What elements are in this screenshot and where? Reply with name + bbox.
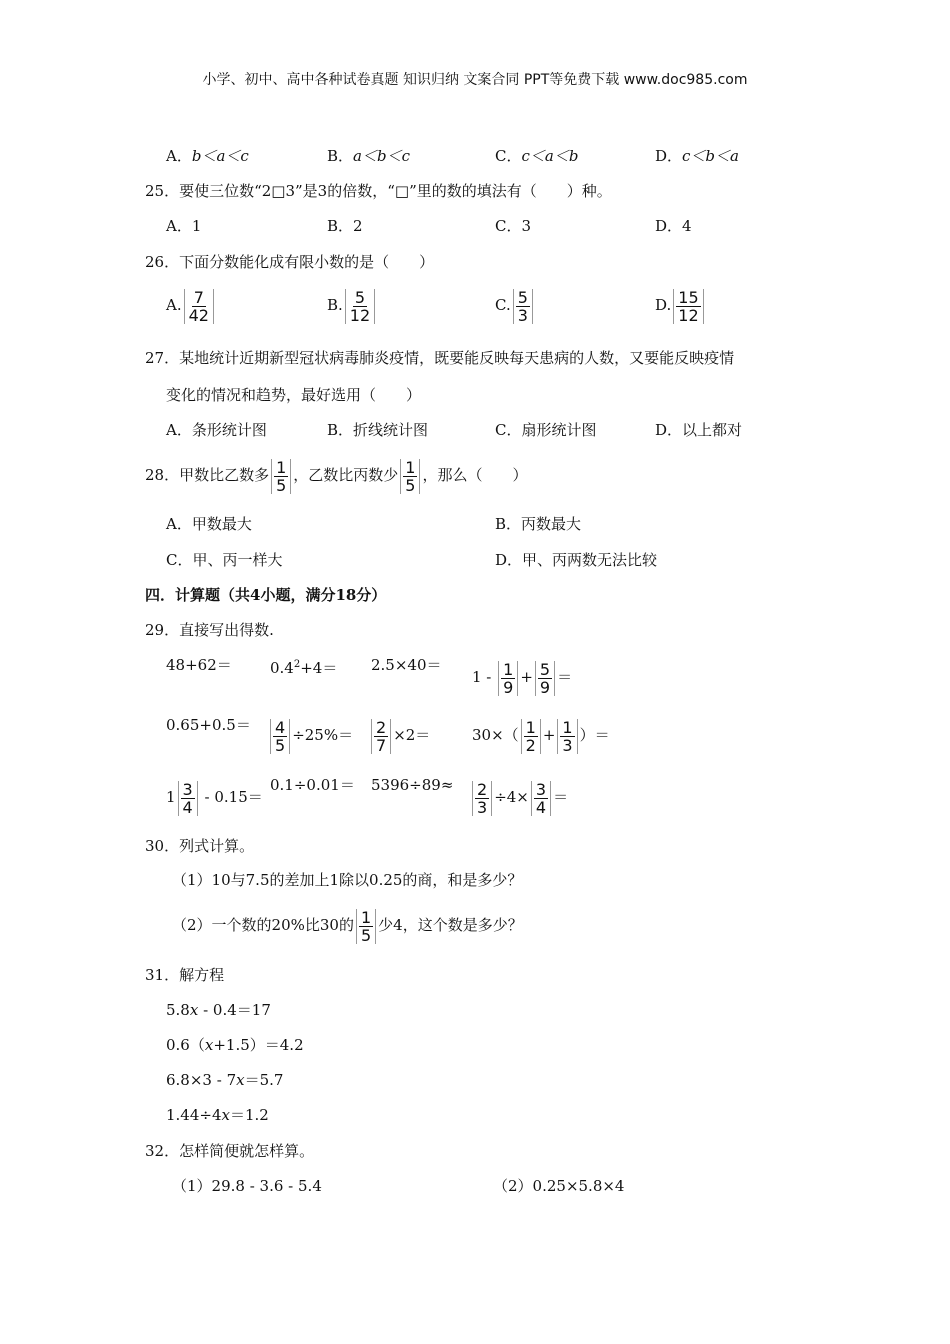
q26-option-d[interactable] [655,283,706,327]
option-expr: c＜b＜a [682,147,739,165]
q32-stem: 32．怎样简便就怎样算。 [145,1142,315,1160]
option-letter: D． [655,147,683,165]
q32-part-2: （2）0.25×5.8×4 [493,1177,625,1195]
q28-text-1: 28．甲数比乙数多 [145,466,270,484]
q27-option-b[interactable]: B．折线统计图 [327,421,429,439]
fraction: $\frac{1}{5}$ [400,459,420,494]
equation: 1.44÷4x＝1.2 [166,1106,269,1124]
q30-part-1: （1）10与7.5的差加上1除以0.25的商，和是多少？ [172,871,523,889]
q28-option-d[interactable]: D．甲、丙两数无法比较 [495,551,658,569]
calc-item: 48+62＝ [166,656,232,674]
q28-option-c[interactable]: C．甲、丙一样大 [166,551,283,569]
calc-item: $0.4^2+4=$ [270,659,338,677]
q32-part-1: （1）29.8 - 3.6 - 5.4 [172,1177,322,1195]
calc-item: $\frac{4}{5}$ ÷25%＝ [268,712,353,758]
q30-part-2: （2）一个数的20%比30的 $\frac{1}{5}$ 少4，这个数是多少？ [172,907,523,945]
fraction: $\frac{15}{12}$ [673,289,703,324]
q30-stem: 30．列式计算。 [145,837,255,855]
option-expr: a＜b＜c [353,147,410,165]
q24-option-d[interactable] [655,146,739,166]
equation: 6.8×3 - 7x＝5.7 [166,1071,284,1089]
q28-stem [145,452,528,498]
q27-option-a[interactable]: A．条形统计图 [166,421,267,439]
q28-text-3: ，那么（ ） [422,466,528,484]
option-letter: A. [166,296,182,314]
q31-stem: 31．解方程 [145,966,225,984]
calc-item: 0.1÷0.01＝ [270,776,355,794]
section-title: 四．计算题（共4小题，满分18分） [145,586,387,604]
q24-option-a[interactable] [166,146,249,166]
q29-stem: 29．直接写出得数. [145,621,274,639]
fraction: $\frac{1}{5}$ [271,459,291,494]
q28-text-2: ，乙数比丙数少 [293,466,399,484]
q25-stem: 25．要使三位数“2□3”是3的倍数，“□”里的数的填法有（ ）种。 [145,182,612,200]
calc-item: 1 - $\frac{1}{9}$ + $\frac{5}{9}$ ＝ [472,659,573,697]
q27-stem-line2: 变化的情况和趋势，最好选用（ ） [166,386,422,404]
q24-option-b[interactable] [327,146,410,166]
option-expr: b＜a＜c [191,147,249,165]
calc-item: 0.65+0.5＝ [166,716,251,734]
option-letter: A． [166,147,192,165]
q27-option-c[interactable]: C．扇形统计图 [495,421,597,439]
q28-option-a[interactable]: A．甲数最大 [166,515,252,533]
q26-option-c[interactable] [495,283,535,327]
page-header: 小学、初中、高中各种试卷真题 知识归纳 文案合同 PPT等免费下载 www.doc985.com [202,72,748,88]
q24-option-c[interactable] [495,146,578,166]
calc-item: 1 $\frac{3}{4}$ - 0.15＝ [166,779,263,817]
q26-option-b[interactable] [327,283,377,327]
option-letter: B. [327,296,343,314]
calc-item: 30×（ $\frac{1}{2}$ + $\frac{1}{3}$ ）＝ [472,717,610,755]
q25-option-b[interactable]: B．2 [327,217,363,235]
fraction: $\frac{7}{42}$ [184,289,214,324]
option-letter: B． [327,147,354,165]
calc-item: $\frac{2}{7}$ ×2＝ [369,712,430,758]
q27-option-d[interactable]: D．以上都对 [655,421,743,439]
option-letter: C． [495,147,522,165]
calc-item: $\frac{2}{3}$ ÷4× $\frac{3}{4}$ ＝ [470,774,568,820]
option-expr: c＜a＜b [521,147,579,165]
calc-item: 5396÷89≈ [371,776,454,794]
q27-stem-line1: 27．某地统计近期新型冠状病毒肺炎疫情，既要能反映每天患病的人数，又要能反映疫情 [145,349,735,367]
q25-option-d[interactable]: D．4 [655,217,692,235]
q26-stem: 26．下面分数能化成有限小数的是（ ） [145,253,435,271]
q26-option-a[interactable] [166,283,216,327]
q28-option-b[interactable]: B．丙数最大 [495,515,582,533]
q25-option-a[interactable]: A．1 [166,217,202,235]
fraction: $\frac{5}{3}$ [513,289,533,324]
equation: 5.8x - 0.4＝17 [166,1001,271,1019]
option-letter: D. [655,296,672,314]
fraction: $\frac{5}{12}$ [345,289,375,324]
calc-item: 2.5×40＝ [371,656,442,674]
equation: 0.6（x+1.5）＝4.2 [166,1036,304,1054]
option-letter: C. [495,296,511,314]
q25-option-c[interactable]: C．3 [495,217,532,235]
